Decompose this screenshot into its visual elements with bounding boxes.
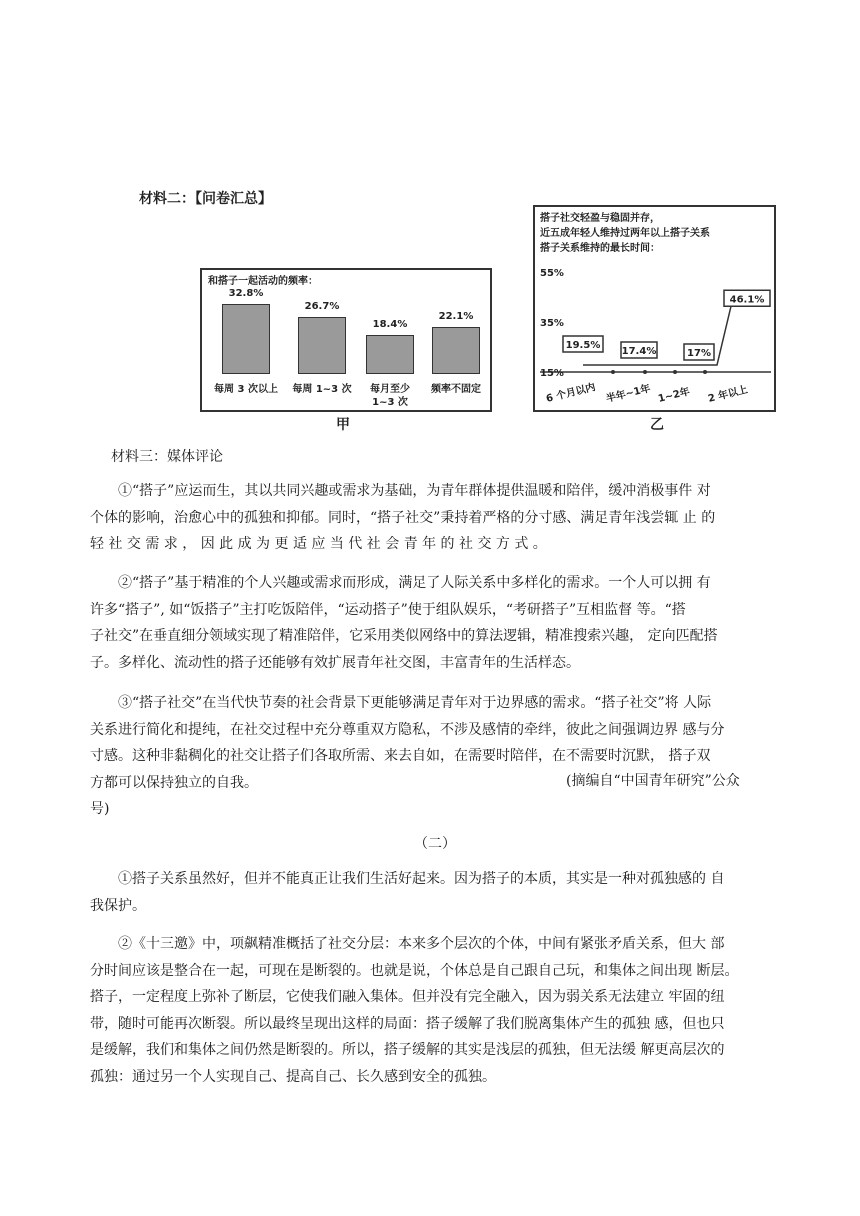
material3-paragraph-1	[90, 478, 780, 558]
x-tick-dot	[703, 370, 707, 374]
text-line: ①搭子关系虽然好，但并不能真正让我们生活好起来。因为搭子的本质，其实是一种对孤独感的 自	[118, 871, 725, 887]
bar-category-label: 每周 1~3 次	[292, 384, 352, 395]
bar	[298, 317, 346, 374]
data-value-label: 46.1%	[729, 294, 765, 306]
text-line: ③“搭子社交”在当代快节奏的社会背景下更能够满足青年对于边界感的需求。“搭子社交”将 人际	[118, 695, 712, 711]
part2-paragraph-1	[90, 866, 780, 919]
bar-value-label: 32.8%	[228, 287, 264, 299]
line-plot-area	[535, 207, 774, 410]
text-line: 寸感。这种非黏稠化的社交让搭子们各取所需、来去自如，在需要时陪伴，在不需要时沉默， 搭子双	[90, 748, 711, 764]
data-value-label: 19.5%	[565, 340, 601, 351]
material3-paragraph-2	[90, 570, 780, 676]
bar	[432, 327, 480, 374]
x-tick-label: 2 年以上	[707, 384, 749, 405]
text-line: 轻 社 交 需 求 ， 因 此 成 为 更 适 应 当 代 社 会 青 年 的 社 交 方 式 。	[90, 536, 547, 552]
bar	[222, 304, 270, 374]
chart-heading-line-1: 搭子社交轻盈与稳固并存，	[540, 213, 660, 224]
bar-category-label: 每周 3 次以上	[214, 384, 278, 395]
chart-heading-line-2: 近五成年轻人维持过两年以上搭子关系	[540, 228, 710, 239]
text-line: 孤独：通过另一个人实现自己、提高自己、长久感到安全的孤独。	[90, 1068, 496, 1085]
source-note: (摘编自“中国青年研究”公众	[566, 773, 740, 789]
part2-heading: （二）	[414, 836, 456, 852]
bar-category-label: 1~3 次	[372, 397, 408, 408]
text-line: 关系进行简化和提纯，在社交过程中充分尊重双方隐私，不涉及感情的牵绊，彼此之间强调边界 感与分	[90, 721, 725, 738]
bar-value-label: 22.1%	[438, 310, 474, 322]
text-line: 子社交”在垂直细分领域实现了精准陪伴，它采用类似网络中的算法逻辑，精准搜索兴趣， 定向匹配搭	[90, 628, 718, 644]
chart-heading-line-3: 搭子关系维持的最长时间：	[540, 243, 660, 254]
text-line: ②“搭子”基于精准的个人兴趣或需求而形成，满足了人际关系中多样化的需求。一个人可以拥 有	[118, 575, 711, 591]
data-value-label: 17.4%	[621, 346, 657, 357]
x-tick-dot	[643, 370, 647, 374]
text-line: 个体的影响，治愈心中的孤独和抑郁。同时，“搭子社交”秉持着严格的分寸感、满足青年浅尝辄 止 的	[90, 509, 716, 526]
text-line: 分时间应该是整合在一起，可现在是断裂的。也就是说，个体总是自己跟自己玩，和集体之间出现 断层。	[90, 962, 739, 979]
text-line: ②《十三邀》中，项飙精准概括了社交分层：本来多个层次的个体，中间有紧张矛盾关系，但大 部	[118, 936, 725, 952]
chart-caption-jia: 甲	[336, 417, 350, 433]
part2-paragraph-2	[90, 931, 780, 1090]
data-value-label: 17%	[687, 348, 711, 359]
text-line: 是缓解，我们和集体之间仍然是断裂的。所以，搭子缓解的其实是浅层的孤独，但无法缓 解更高层次的	[90, 1042, 725, 1058]
text-line: 许多“搭子”, 如“饭搭子”主打吃饭陪伴，“运动搭子”使于组队娱乐，“考研搭子”互相监督 等。“搭	[90, 601, 686, 618]
x-tick-dot	[611, 370, 615, 374]
text-line: 搭子，一定程度上弥补了断层，它使我们融入集体。但并没有完全融入，因为弱关系无法建立 牢固的纽	[90, 989, 725, 1005]
material2-title: 材料二：【问卷汇总】	[139, 191, 272, 207]
text-line: 方都可以保持独立的自我。	[90, 774, 258, 791]
bar-category-label: 每月至少	[370, 384, 410, 395]
bar	[366, 335, 414, 374]
text-line: 子。多样化、流动性的搭子还能够有效扩展青年社交图，丰富青年的生活样态。	[90, 654, 580, 671]
text-line: ①“搭子”应运而生，其以共同兴趣或需求为基础，为青年群体提供温暖和陪伴，缓冲消极事件 对	[118, 483, 711, 499]
text-line: 我保护。	[90, 897, 146, 914]
material3-heading: 材料三：媒体评论	[111, 449, 223, 465]
bar-plot-area	[202, 270, 490, 410]
bar-chart-activity-frequency	[200, 268, 492, 412]
x-tick-label: 半年~1年	[605, 383, 652, 405]
text-line: 带，随时可能再次断裂。所以最终呈现出这样的局面：搭子缓解了我们脱离集体产生的孤独 感，但也只	[90, 1015, 725, 1032]
y-tick-label: 15%	[540, 368, 564, 379]
x-tick-dot	[673, 370, 677, 374]
source-note-tail: 号)	[90, 801, 110, 817]
bar-category-label: 频率不固定	[431, 384, 481, 395]
chart-heading: 和搭子一起活动的频率：	[208, 276, 318, 287]
bar-value-label: 18.4%	[372, 318, 408, 330]
y-tick-label: 35%	[540, 318, 564, 329]
chart-caption-yi: 乙	[650, 417, 664, 433]
line-chart-relationship-duration	[533, 205, 776, 412]
y-tick-label: 55%	[540, 268, 564, 279]
x-tick-label: 6 个月以内	[545, 382, 597, 405]
bar-value-label: 26.7%	[304, 300, 340, 312]
x-tick-label: 1~2年	[657, 386, 692, 405]
